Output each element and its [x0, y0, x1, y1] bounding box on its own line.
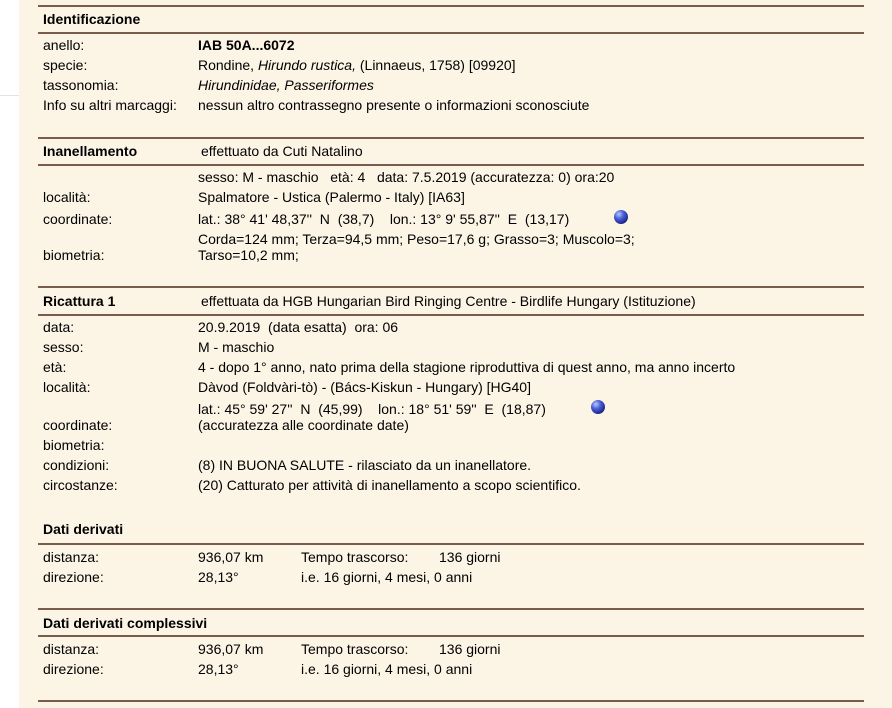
value-anello: IAB 50A...6072 — [198, 37, 295, 53]
divider — [38, 608, 864, 610]
label-biometria: biometria: — [43, 437, 105, 453]
inanellamento-by: effettuato da Cuti Natalino — [201, 143, 363, 159]
label-eta: età: — [43, 359, 67, 375]
sidebar-fragment — [0, 0, 20, 96]
section-title-ricattura: Ricattura 1 — [43, 293, 116, 309]
value-eta: 4 - dopo 1° anno, nato prima della stagione riproduttiva di quest anno, ma anno incerto — [198, 359, 736, 375]
label-circostanze: circostanze: — [43, 477, 118, 493]
label-altri-marcaggi: Info su altri marcaggi: — [43, 97, 177, 113]
value-localita: Dàvod (Foldvàri-tò) - (Bács-Kiskun - Hungary) [HG40] — [198, 379, 531, 395]
value-distanza: 936,07 km — [198, 549, 264, 565]
value-ie: i.e. 16 giorni, 4 mesi, 0 anni — [301, 569, 473, 585]
value-ie: i.e. 16 giorni, 4 mesi, 0 anni — [301, 661, 473, 677]
value-coordinate-note: (accuratezza alle coordinate date) — [198, 417, 409, 433]
value-condizioni: (8) IN BUONA SALUTE - rilasciato da un inanellatore. — [198, 457, 532, 473]
value-biometria-line2: Tarso=10,2 mm; — [198, 247, 299, 263]
divider — [38, 314, 864, 316]
section-title-dati-complessivi: Dati derivati complessivi — [43, 615, 208, 631]
divider — [38, 32, 864, 34]
value-circostanze: (20) Catturato per attività di inanellamento a scopo scientifico. — [198, 477, 581, 493]
divider — [38, 5, 864, 7]
value-tempo: 136 giorni — [439, 641, 501, 657]
value-coord-line: lat.: 45° 59' 27'' N (45,99) lon.: 18° 51' 59'' E (18,87) — [198, 401, 546, 417]
label-tempo: Tempo trascorso: — [301, 641, 409, 657]
divider — [38, 164, 864, 166]
section-title-identificazione: Identificazione — [43, 11, 141, 27]
divider — [38, 700, 864, 702]
ricattura-by: effettuata da HGB Hungarian Bird Ringing Centre - Birdlife Hungary (Istituzione) — [201, 293, 696, 309]
label-localita: località: — [43, 189, 91, 205]
label-condizioni: condizioni: — [43, 457, 110, 473]
value-biometria-line1: Corda=124 mm; Terza=94,5 mm; Peso=17,6 g; Grasso=3; Muscolo=3; — [198, 231, 635, 247]
value-localita: Spalmatore - Ustica (Palermo - Italy) [IA63] — [198, 189, 465, 205]
label-coordinate: coordinate: — [43, 417, 113, 433]
label-direzione: direzione: — [43, 569, 104, 585]
inanellamento-info: sesso: M - maschio età: 4 data: 7.5.2019 (accuratezza: 0) ora:20 — [198, 169, 615, 185]
value-direzione: 28,13° — [198, 569, 239, 585]
label-biometria: biometria: — [43, 247, 105, 263]
label-localita: località: — [43, 379, 91, 395]
globe-icon[interactable] — [591, 400, 605, 414]
section-title-inanellamento: Inanellamento — [43, 143, 138, 159]
label-tempo: Tempo trascorso: — [301, 549, 409, 565]
divider — [38, 137, 864, 139]
value-distanza: 936,07 km — [198, 641, 264, 657]
label-data: data: — [43, 319, 75, 335]
value-direzione: 28,13° — [198, 661, 239, 677]
label-sesso: sesso: — [43, 339, 84, 355]
value-tempo: 136 giorni — [439, 549, 501, 565]
divider — [38, 543, 864, 545]
label-distanza: distanza: — [43, 641, 100, 657]
label-specie: specie: — [43, 57, 88, 73]
label-coordinate: coordinate: — [43, 211, 113, 227]
value-specie: Rondine, Hirundo rustica, (Linnaeus, 1758) [09920] — [198, 57, 516, 73]
value-data: 20.9.2019 (data esatta) ora: 06 — [198, 319, 399, 335]
label-direzione: direzione: — [43, 661, 104, 677]
value-tassonomia: Hirundinidae, Passeriformes — [198, 77, 374, 93]
divider — [38, 635, 864, 637]
label-distanza: distanza: — [43, 549, 100, 565]
divider — [38, 286, 864, 288]
value-altri-marcaggi: nessun altro contrassegno presente o informazioni sconosciute — [198, 97, 590, 113]
value-coordinate: lat.: 38° 41' 48,37'' N (38,7) lon.: 13° 9' 55,87'' E (13,17) — [198, 211, 570, 227]
globe-icon[interactable] — [614, 210, 628, 224]
value-sesso: M - maschio — [198, 339, 275, 355]
section-title-dati-derivati: Dati derivati — [43, 521, 124, 537]
label-anello: anello: — [43, 37, 85, 53]
label-tassonomia: tassonomia: — [43, 77, 119, 93]
